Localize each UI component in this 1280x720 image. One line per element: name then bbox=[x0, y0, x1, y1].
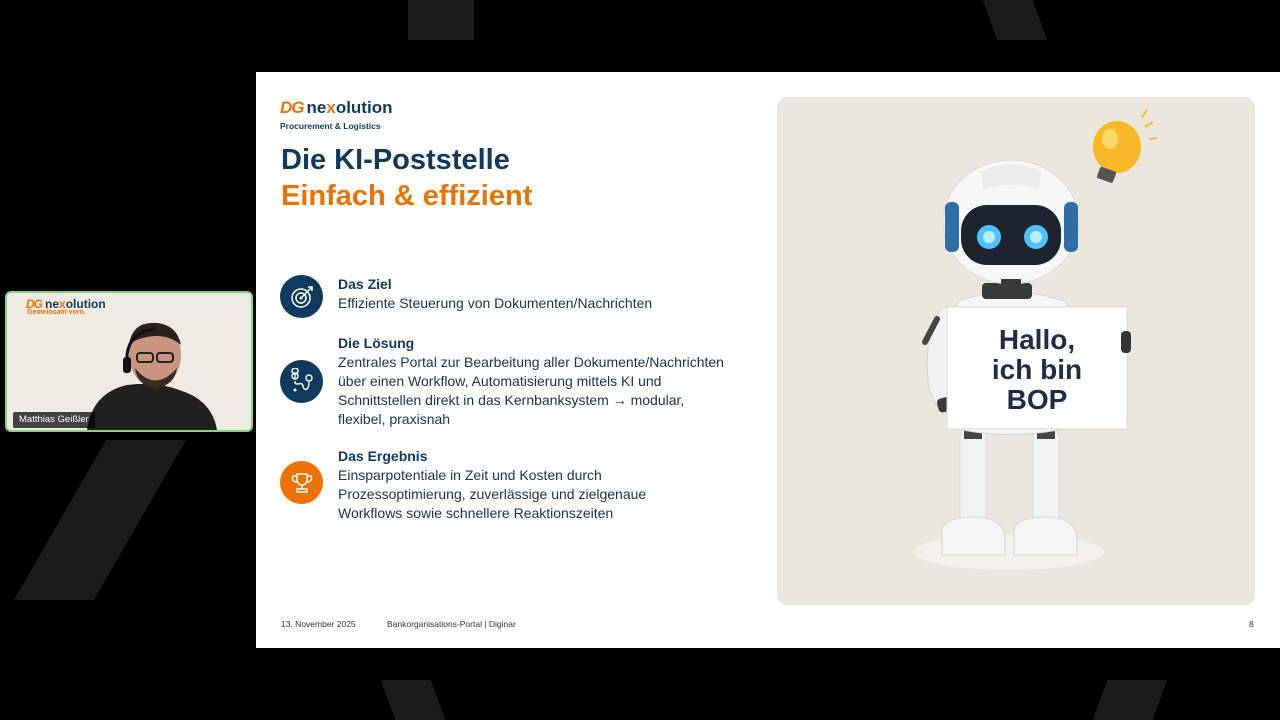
slide-subtitle: Einfach & effizient bbox=[281, 180, 533, 212]
participant-name: Matthias Geißler bbox=[13, 412, 95, 428]
item-heading: Das Ziel bbox=[338, 276, 392, 292]
list-item-result bbox=[280, 447, 698, 523]
target-icon bbox=[280, 275, 323, 318]
background-shape bbox=[1093, 680, 1168, 720]
item-heading: Das Ergebnis bbox=[338, 448, 428, 464]
background-shape bbox=[381, 680, 446, 720]
list-item-solution bbox=[280, 334, 733, 429]
sign-line-3: BOP bbox=[1006, 384, 1068, 415]
item-body: Einsparpotentiale in Zeit und Kosten durch Prozessoptimierung, zuverlässige und zielgenaue Workflows sowie schnellere Reaktionszeiten bbox=[338, 467, 647, 521]
video-background-tagline: Gemeinsam vorn. bbox=[27, 309, 86, 316]
item-heading: Die Lösung bbox=[338, 335, 415, 351]
footer-project: Bankorganisations-Portal | Diginar bbox=[387, 619, 516, 629]
slide-title: Die KI-Poststelle bbox=[281, 144, 510, 176]
participant-video-tile[interactable] bbox=[5, 291, 253, 432]
background-shape bbox=[14, 440, 186, 600]
item-body: Effiziente Steuerung von Dokumenten/Nachrichten bbox=[338, 295, 653, 311]
route-icon bbox=[280, 360, 323, 403]
logo-wordmark: nexolution bbox=[306, 98, 393, 117]
sign-line-2: ich bin bbox=[991, 354, 1083, 385]
page-number: 8 bbox=[1249, 619, 1254, 629]
video-background-logo: DG nexolution bbox=[26, 297, 106, 311]
participant-avatar bbox=[7, 293, 251, 430]
background-shape bbox=[983, 0, 1048, 40]
list-item-goal bbox=[280, 275, 738, 318]
sign-line-1: Hallo, bbox=[998, 324, 1076, 355]
trophy-icon bbox=[280, 461, 323, 504]
company-logo bbox=[280, 98, 392, 131]
background-shape bbox=[408, 0, 474, 40]
logo-subtitle: Procurement & Logistics bbox=[280, 121, 381, 131]
footer-date: 13. November 2025 bbox=[281, 619, 356, 629]
logo-mark: DG bbox=[280, 98, 304, 117]
robot-illustration bbox=[777, 97, 1255, 605]
item-body: Zentrales Portal zur Bearbeitung aller Dokumente/Nachrichten über einen Workflow, Automatisierung mittels KI und Schnittstellen direkt in das Kernbanksystem → modular, flexibel, praxisnah bbox=[338, 354, 724, 427]
lightbulb-icon bbox=[1093, 110, 1157, 183]
presentation-slide bbox=[256, 72, 1280, 648]
